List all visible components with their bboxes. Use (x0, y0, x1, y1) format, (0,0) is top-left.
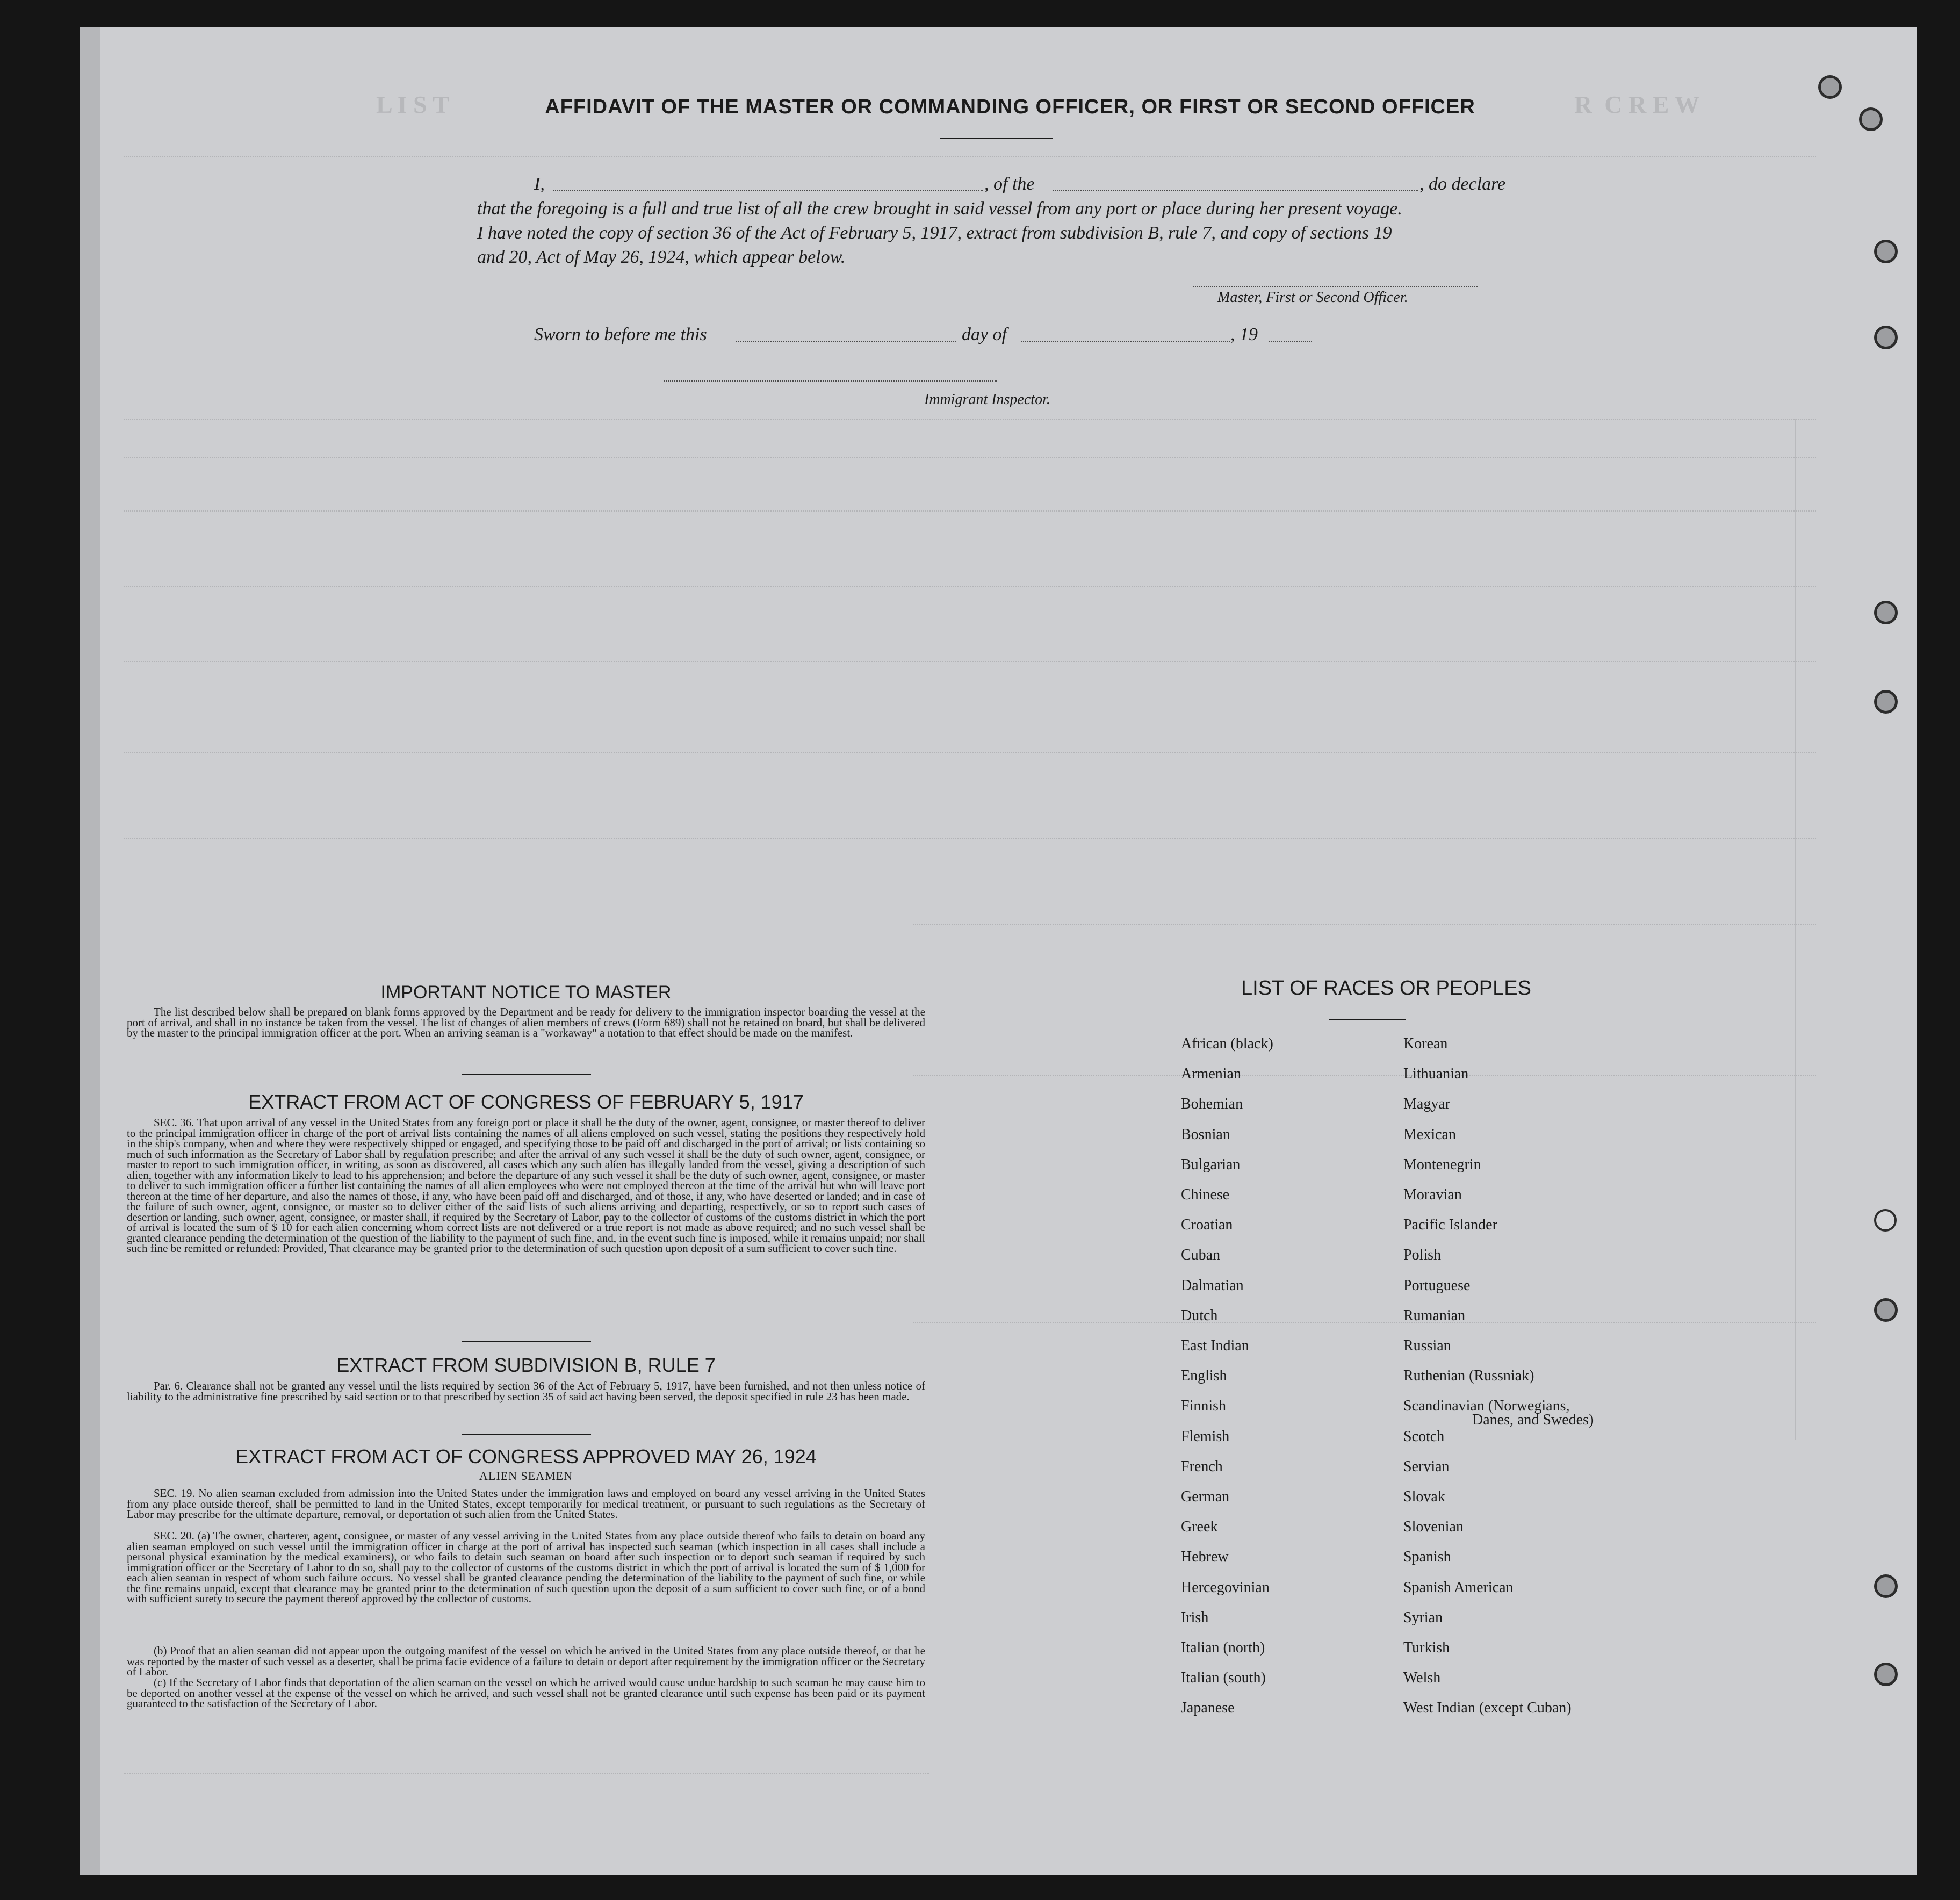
race-item: Bosnian (1181, 1126, 1230, 1143)
bleed-through-line (124, 661, 1816, 662)
race-item: Hercegovinian (1181, 1579, 1270, 1596)
race-item: Rumanian (1403, 1307, 1466, 1324)
divider (462, 1434, 591, 1435)
race-item: Pacific Islander (1403, 1217, 1497, 1234)
affidavit-line1-of: , of the (984, 174, 1035, 194)
extract-1924-sec20a: SEC. 20. (a) The owner, charterer, agent, consignee, or master of any vessel arriving in the United States from any place outside thereof who fails to detain on board any alien seaman employed on such vessel until the immigration officer in charge at the port of arrival has inspected such seaman (which inspection in all cases shall include a personal physical examination by the medical examiners), or who fails to detain such seaman on board after such inspection or to deport such seaman if required by such immigration officer or the Secretary of Labor to do so, shall pay to the collector of customs of the customs district in which the port of arrival is located the sum of $ 1,000 for each alien seaman in respect of whom such failure occurs. No vessel shall be granted clearance pending the determination of the liability to the payment of such fine, or while the fine remains unpaid, except that clearance may be granted prior to the determination of such question upon the deposit of a sum sufficient to cover such fine, or of a bond with sufficient surety to secure the payment thereof approved by the collector of customs. (127, 1529, 925, 1605)
race-item: Portuguese (1403, 1277, 1471, 1294)
punch-hole (1874, 1574, 1898, 1598)
extract-1924-heading: EXTRACT FROM ACT OF CONGRESS APPROVED MAY 26, 1924 (235, 1445, 817, 1467)
divider (462, 1341, 591, 1342)
vessel-blank (1053, 190, 1418, 191)
year-text: , 19 (1230, 325, 1258, 344)
punch-hole (1874, 326, 1898, 349)
affidavit-line4: and 20, Act of May 26, 1924, which appear below. (477, 247, 846, 267)
punch-hole (1874, 1662, 1898, 1686)
punch-hole (1874, 601, 1898, 624)
year-blank (1269, 341, 1312, 342)
bleed-through-line (913, 924, 1816, 925)
notice-heading: IMPORTANT NOTICE TO MASTER (380, 982, 672, 1003)
race-item: East Indian (1181, 1337, 1249, 1354)
race-item: Italian (south) (1181, 1669, 1266, 1687)
race-item: Spanish (1403, 1549, 1451, 1566)
race-item: African (black) (1181, 1035, 1273, 1052)
race-item: Korean (1403, 1035, 1448, 1052)
race-item: Bohemian (1181, 1096, 1243, 1113)
notice-text: The list described below shall be prepared on blank forms approved by the Department and be ready for delivery to the immigration inspector boarding the vessel at the port of arrival, and shall in no instance be taken from the vessel. The list of changes of alien members of crews (Form 689) shall not be retained on board, but shall be delivered by the master to the principal immigration officer at the port. When an arriving seaman is a "workaway" a notation to that effect should be made on the manifest. (127, 1005, 925, 1039)
race-item: Magyar (1403, 1096, 1451, 1113)
race-item: Scotch (1403, 1428, 1445, 1445)
race-item: Servian (1403, 1458, 1450, 1475)
race-item: Russian (1403, 1337, 1451, 1354)
title-rule (940, 138, 1053, 139)
bleed-through-line (124, 838, 1816, 839)
extract-rule7-text: Par. 6. Clearance shall not be granted any vessel until the lists required by section 36 of the Act of February 5, 1917, have been furnished, and not then unless notice of liability to the administrative fine prescribed by said section or to that prescribed by section 35 of said act having been served, the deposit specified in rule 23 has been made. (127, 1379, 925, 1403)
bleed-through-line (124, 752, 1816, 753)
race-item: Syrian (1403, 1609, 1443, 1626)
race-item: Slovenian (1403, 1518, 1464, 1536)
extract-1917-heading: EXTRACT FROM ACT OF CONGRESS OF FEBRUARY 5, 1917 (248, 1091, 804, 1113)
extract-1924-sec20b: (b) Proof that an alien seaman did not appear upon the outgoing manifest of the vessel on which he arrived in the United States from any place outside thereof, or that he was reported by the master of such vessel as a deserter, shall be prima facie evidence of a failure to detain or deport after requirement by the immigration officer or the Secretary of Labor. (127, 1644, 925, 1678)
race-item: Japanese (1181, 1700, 1235, 1717)
race-item: Dutch (1181, 1307, 1218, 1324)
bleed-through-heading-right: R C R E W (1574, 91, 1700, 118)
punch-hole (1874, 1209, 1897, 1232)
bleed-through-line (124, 1773, 929, 1774)
race-item: Spanish American (1403, 1579, 1514, 1596)
race-item: German (1181, 1488, 1230, 1505)
punch-hole (1874, 240, 1898, 263)
punch-hole (1859, 107, 1883, 131)
race-item: Montenegrin (1403, 1156, 1481, 1173)
extract-1924-sec19: SEC. 19. No alien seaman excluded from admission into the United States under the immigration laws and employed on board any vessel arriving in the United States from any place outside thereof, shall be permitted to land in the United States, except temporarily for medical treatment, or pursuant to such regulations as the Secretary of Labor may prescribe for the ultimate departure, removal, or deportation of such alien from the United States. (127, 1487, 925, 1521)
punch-hole (1874, 690, 1898, 714)
race-item: Moravian (1403, 1186, 1462, 1203)
race-item: Croatian (1181, 1217, 1233, 1234)
race-item: Hebrew (1181, 1549, 1229, 1566)
bleed-through-line (124, 586, 1816, 587)
page-edge-strip (80, 27, 100, 1875)
sworn-month-blank (1021, 341, 1230, 342)
race-item: Scandinavian (Norwegians, (1403, 1398, 1570, 1415)
race-item: Chinese (1181, 1186, 1230, 1203)
bleed-through-line (124, 156, 1816, 157)
sworn-day-blank (736, 341, 956, 342)
race-item: Flemish (1181, 1428, 1230, 1445)
races-heading-rule (1329, 1019, 1406, 1020)
inspector-signature-line (664, 380, 997, 382)
races-heading: LIST OF RACES OR PEOPLES (1241, 977, 1531, 999)
master-signature-label: Master, First or Second Officer. (1217, 289, 1408, 306)
punch-hole (1874, 1298, 1898, 1322)
extract-1924-sec20c: (c) If the Secretary of Labor finds that deportation of the alien seaman on the vessel on which he arrived would cause undue hardship to such seaman he may cause him to be deported on another vessel at the expense of the vessel on which he arrived, and such vessel shall not be granted clearance until such expense has been paid or its payment guaranteed to the satisfaction of the Secretary of Labor. (127, 1676, 925, 1710)
race-item: Irish (1181, 1609, 1209, 1626)
affidavit-title: AFFIDAVIT OF THE MASTER OR COMMANDING OFFICER, OR FIRST OR SECOND OFFICER (545, 96, 1475, 118)
bleed-through-heading: L I S T (376, 91, 449, 118)
bleed-through-line (124, 419, 1816, 420)
race-item: Bulgarian (1181, 1156, 1241, 1173)
race-item: Lithuanian (1403, 1066, 1469, 1083)
day-of-text: day of (962, 325, 1007, 344)
race-item: Danes, and Swedes) (1472, 1412, 1594, 1429)
punch-hole (1818, 75, 1842, 99)
race-item: Finnish (1181, 1398, 1227, 1415)
sworn-text: Sworn to before me this (534, 325, 707, 344)
master-signature-line (1193, 286, 1478, 287)
race-item: Cuban (1181, 1247, 1221, 1264)
affidavit-line2: that the foregoing is a full and true list of all the crew brought in said vessel from any port or place during her present voyage. (477, 199, 1402, 219)
race-item: Armenian (1181, 1066, 1241, 1083)
race-item: Turkish (1403, 1639, 1450, 1656)
divider (462, 1074, 591, 1075)
race-item: French (1181, 1458, 1223, 1475)
affidavit-line1-declare: , do declare (1419, 174, 1506, 194)
race-item: Polish (1403, 1247, 1442, 1264)
bleed-through-line (913, 1075, 1816, 1076)
race-item: English (1181, 1368, 1227, 1385)
alien-seamen-subheading: ALIEN SEAMEN (479, 1469, 573, 1482)
extract-1917-text: SEC. 36. That upon arrival of any vessel in the United States from any foreign port or place it shall be the duty of the owner, agent, consignee, or master thereof to deliver to the principal immigration officer in charge of the port of arrival lists containing the names of all aliens employed on such vessel, stating the positions they respectively hold in the ship's company, when and where they were respectively shipped or engaged, and specifying those to be paid off and discharged in the port of arrival; or lists containing so much of such information as the Secretary of Labor shall by regulation prescribe; and after the arrival of any such vessel it shall be the duty of such owner, agent, consignee, or master to report to such immigration officer, in writing, as soon as discovered, all cases which any such alien has illegally landed from the vessel, giving a description of such alien, together with any information likely to lead to his apprehension; and before the departure of any such vessel it shall be the duty of such owner, agent, consignee, or master to deliver to such immigration officer a further list containing the names of all alien employees who were not employed thereon at the time of the arrival but who will leave port thereon at the time of her departure, and also the names of those, if any, who have been paid off and discharged, and of those, if any, who have deserted or landed; and in case of the failure of such owner, agent, consignee, or master so to deliver either of the said lists of such aliens arriving and departing, respectively, or so to report such cases of desertion or landing, such owner, agent, consignee, or master shall, if required by the Secretary of Labor, pay to the collector of customs of the customs district in which the port of arrival is located the sum of $ 10 for each alien concerning whom correct lists are not delivered or a true report is not made as above required; and no such vessel shall be granted clearance pending the determination of the question of the liability to the payment of such fine, and, in the event such fine is imposed, while it remains unpaid; nor shall such fine be remitted or refunded: Provided, That clearance may be granted prior to the determination of such question upon deposit of a sum sufficient to cover such fine. (127, 1116, 925, 1255)
affidavit-line1-i: I, (534, 174, 545, 194)
race-item: Greek (1181, 1518, 1218, 1536)
race-item: Slovak (1403, 1488, 1445, 1505)
race-item: Welsh (1403, 1669, 1441, 1687)
bleed-through-line (913, 1322, 1816, 1323)
affidavit-line3: I have noted the copy of section 36 of the Act of February 5, 1917, extract from subdivision B, rule 7, and copy of sections 19 (477, 223, 1392, 243)
race-item: Mexican (1403, 1126, 1456, 1143)
race-item: Dalmatian (1181, 1277, 1244, 1294)
race-item: West Indian (except Cuban) (1403, 1700, 1572, 1717)
bleed-through-column-rule (1795, 419, 1796, 1440)
race-item: Ruthenian (Russniak) (1403, 1368, 1534, 1385)
inspector-signature-label: Immigrant Inspector. (924, 391, 1050, 408)
bleed-through-line (124, 510, 1816, 512)
race-item: Italian (north) (1181, 1639, 1265, 1656)
bleed-through-line (124, 457, 1816, 458)
extract-rule7-heading: EXTRACT FROM SUBDIVISION B, RULE 7 (336, 1354, 716, 1376)
name-blank (553, 190, 983, 191)
